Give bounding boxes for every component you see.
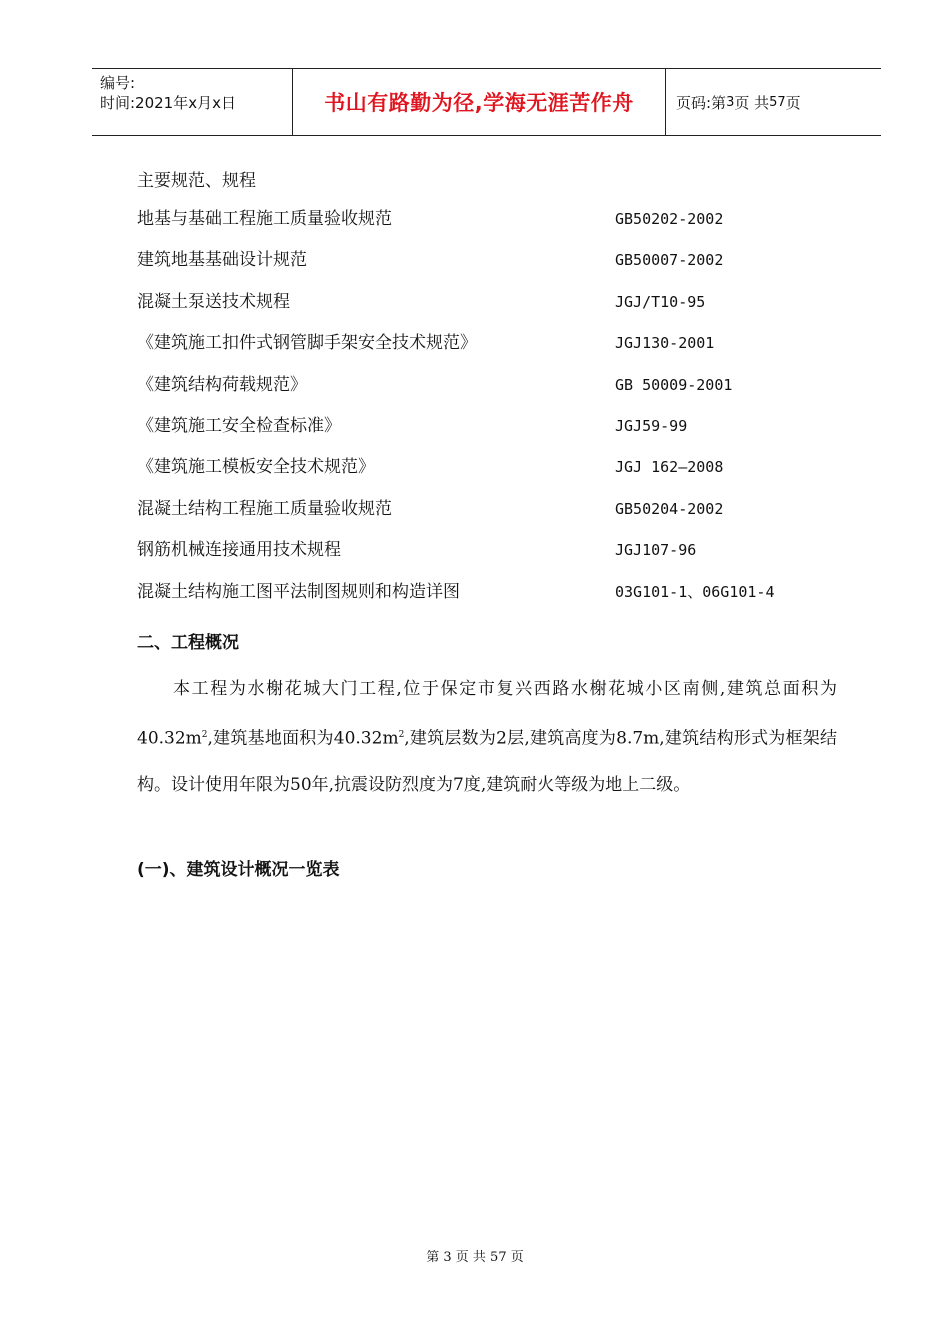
standard-code: JGJ 162—2008: [615, 458, 724, 477]
section-title-overview: 二、工程概况: [137, 633, 239, 653]
standard-code: 03G101-1、06G101-4: [615, 582, 775, 601]
standard-name: 地基与基础工程施工质量验收规范: [137, 209, 392, 229]
page-header: [92, 68, 881, 136]
page-middle: 页 共: [734, 93, 770, 112]
header-meta-cell: [92, 69, 293, 135]
standard-name: 《建筑施工扣件式钢管脚手架安全技术规范》: [137, 333, 477, 354]
page-suffix: 页: [785, 93, 801, 112]
standard-code: JGJ/T10-95: [615, 292, 706, 311]
overview-text-part-2: ,建筑基地面积为40.32m: [207, 728, 399, 749]
standard-code: GB50204-2002: [615, 499, 724, 518]
overview-text-part-1: 本工程为水榭花城大门工程,位于保定市复兴西路水榭花城小区南侧,建筑总面积为40.32m: [137, 679, 837, 749]
superscript-area-unit: 2: [398, 730, 405, 740]
standard-item: [137, 207, 837, 248]
standard-code: JGJ107-96: [615, 541, 697, 560]
standard-item: [137, 455, 837, 496]
standard-code: GB50202-2002: [615, 210, 724, 228]
standard-item: [137, 497, 837, 538]
page-footer: 第 3 页 共 57 页: [426, 1250, 524, 1265]
document-number-label: 编号:: [100, 74, 136, 92]
standard-name: 建筑地基基础设计规范: [137, 250, 307, 271]
standard-item: [137, 538, 837, 579]
document-date: 时间:2021年x月x日: [100, 94, 236, 112]
header-motto: 书山有路勤为径,学海无涯苦作舟: [293, 69, 666, 135]
standard-item: [137, 248, 837, 289]
standard-name: 《建筑施工模板安全技术规范》: [137, 457, 375, 478]
standard-code: GB 50009-2001: [615, 375, 733, 394]
page-prefix: 页码:第: [676, 93, 727, 112]
standard-item: [137, 290, 837, 331]
subsection-title-design-summary: (一)、建筑设计概况一览表: [137, 860, 340, 880]
standard-code: JGJ130-2001: [615, 334, 715, 353]
standard-item: [137, 580, 837, 621]
standard-code: JGJ59-99: [615, 416, 688, 435]
standard-item: [137, 373, 837, 414]
header-page-info: [666, 69, 881, 135]
standard-name: 《建筑结构荷载规范》: [137, 374, 307, 395]
standard-name: 《建筑施工安全检查标准》: [137, 415, 341, 436]
overview-text-part-3: ,建筑层数为2层,建筑高度为8.7m,建筑结构形式为框架结构。设计使用年限为50年,抗震设防烈度为7度,建筑耐火等级为地上二级。: [137, 728, 837, 795]
total-pages: 57: [769, 94, 786, 110]
standard-name: 混凝土结构施工图平法制图规则和构造详图: [137, 581, 460, 602]
standard-name: 钢筋机械连接通用技术规程: [137, 540, 341, 561]
current-page-number: 3: [726, 94, 735, 110]
standards-heading: 主要规范、规程: [137, 171, 256, 191]
standard-item: [137, 331, 837, 372]
superscript-area-unit: 2: [201, 730, 208, 740]
standard-name: 混凝土结构工程施工质量验收规范: [137, 498, 392, 519]
standard-code: GB50007-2002: [615, 251, 724, 270]
standard-name: 混凝土泵送技术规程: [137, 291, 290, 312]
overview-paragraph: [137, 666, 837, 808]
standards-list: [137, 207, 837, 621]
standard-item: [137, 414, 837, 455]
